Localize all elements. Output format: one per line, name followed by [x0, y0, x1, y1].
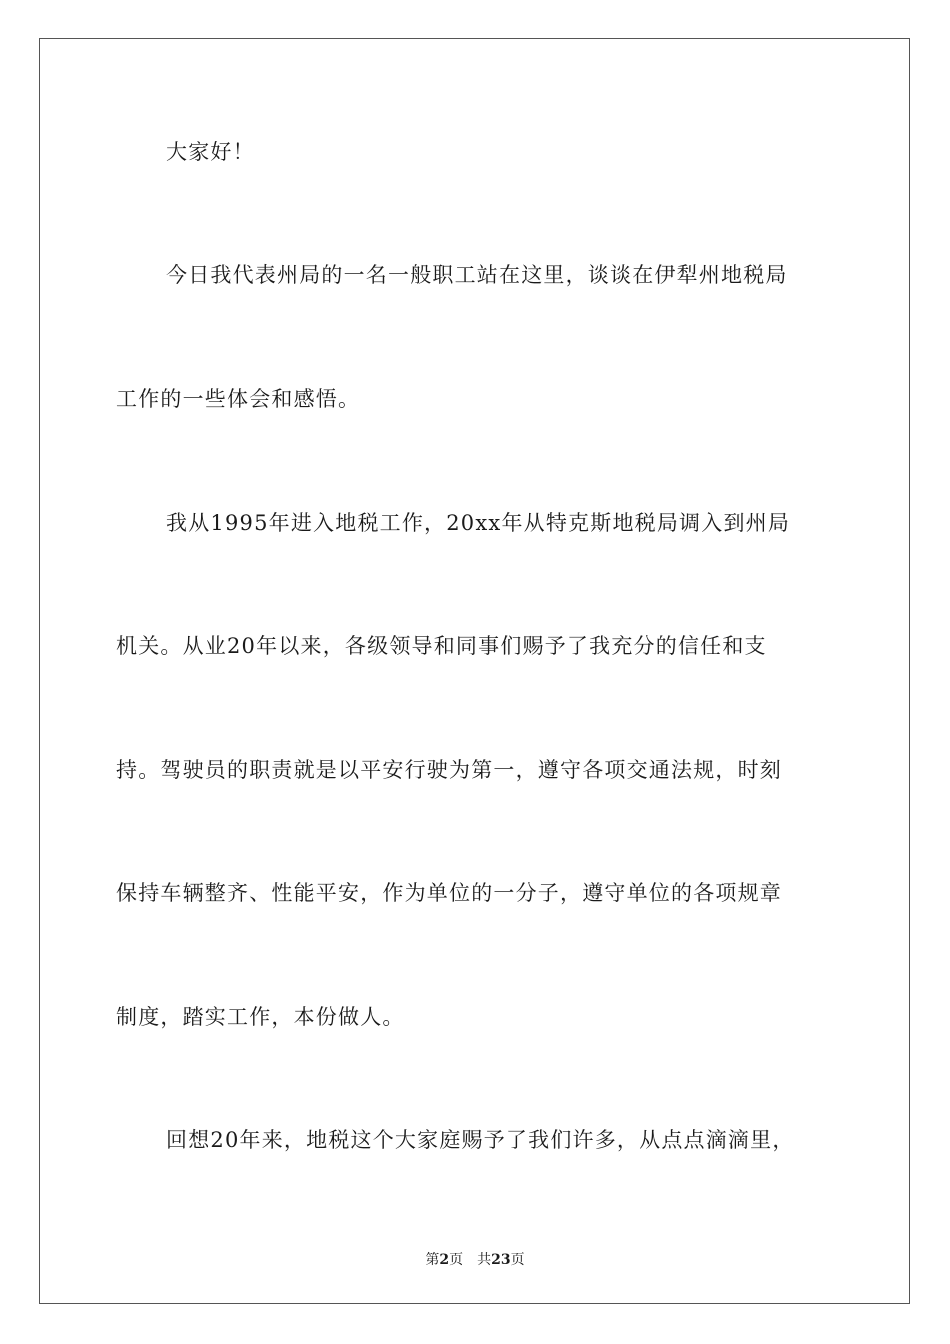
total-pages: 23: [491, 1252, 511, 1268]
page-number: 2: [439, 1252, 450, 1268]
page-prefix: 第: [425, 1252, 440, 1268]
total-prefix: 共: [477, 1252, 492, 1268]
paragraph-2-line-1: 我从1995年进入地税工作，20xx年从特克斯地税局调入到州局: [166, 511, 791, 535]
greeting-line: 大家好！: [166, 140, 255, 164]
page-footer: [0, 1249, 950, 1269]
paragraph-2-line-2: 机关。从业20年以来，各级领导和同事们赐予了我充分的信任和支: [116, 634, 767, 658]
page-suffix: 页: [449, 1252, 464, 1268]
paragraph-1-line-1: 今日我代表州局的一名一般职工站在这里，谈谈在伊犁州地税局: [166, 263, 788, 287]
paragraph-2-line-3: 持。驾驶员的职责就是以平安行驶为第一，遵守各项交通法规，时刻: [116, 758, 782, 782]
paragraph-3-line-1: 回想20年来，地税这个大家庭赐予了我们许多，从点点滴滴里，: [166, 1128, 795, 1152]
paragraph-1-line-2: 工作的一些体会和感悟。: [116, 387, 361, 411]
total-suffix: 页: [510, 1252, 525, 1268]
paragraph-2-line-5: 制度，踏实工作，本份做人。: [116, 1005, 405, 1029]
paragraph-2-line-4: 保持车辆整齐、性能平安，作为单位的一分子，遵守单位的各项规章: [116, 881, 782, 905]
page-frame: [39, 38, 910, 1304]
